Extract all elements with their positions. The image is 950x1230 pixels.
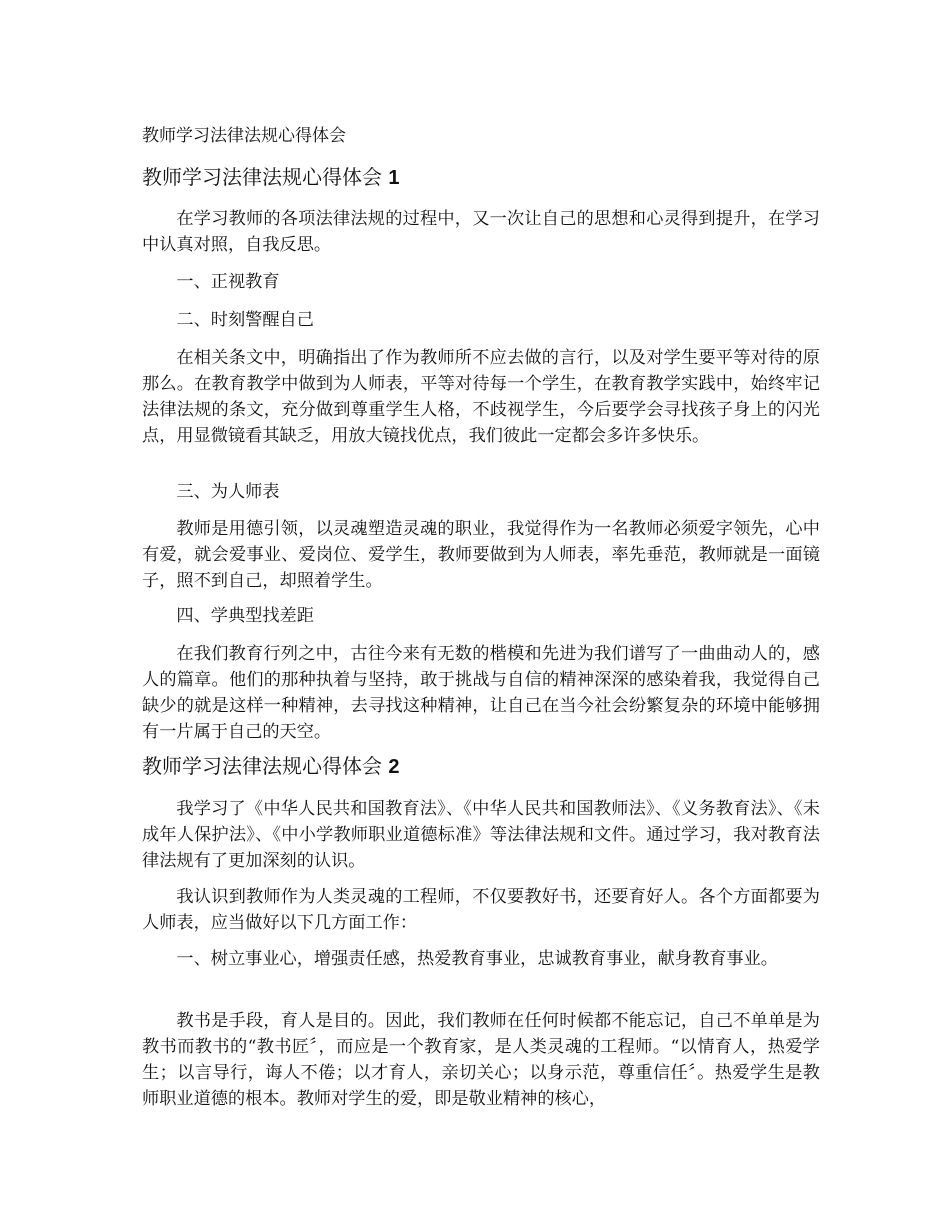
subheading: 三、为人师表 xyxy=(176,482,280,502)
paragraph: 在相关条文中，明确指出了作为教师所不应去做的言行，以及对学生要平等对待的原那么。在教育教学中做到为人师表，平等对待每一个学生，在教育教学实践中，始终牢记法律法规的条文，充分做到尊重学生人格，不歧视学生，今后要学会寻找孩子身上的闪光点，用显微镜看其缺乏，用放大镜找优点，我们彼此一定都会多许多快乐。 xyxy=(142,348,820,446)
section-heading-text: 教师学习法律法规心得体会 xyxy=(142,165,382,189)
document-title: 教师学习法律法规心得体会 xyxy=(142,126,346,146)
subheading: 四、学典型找差距 xyxy=(176,606,314,626)
section-heading-text: 教师学习法律法规心得体会 xyxy=(142,754,382,778)
subheading: 二、时刻警醒自己 xyxy=(176,310,314,330)
paragraph: 我认识到教师作为人类灵魂的工程师，不仅要教好书，还要育好人。各个方面都要为人师表，应当做好以下几方面工作： xyxy=(142,887,820,933)
paragraph: 我学习了《中华人民共和国教育法》、《中华人民共和国教师法》、《义务教育法》、《未成年人保护法》、《中小学教师职业道德标准》等法律法规和文件。通过学习，我对教育法律法规有了更加深刻的认识。 xyxy=(142,799,820,871)
section-heading-2 xyxy=(142,752,399,781)
paragraph: 一、树立事业心，增强责任感，热爱教育事业，忠诚教育事业，献身教育事业。 xyxy=(176,949,778,969)
paragraph: 在学习教师的各项法律法规的过程中，又一次让自己的思想和心灵得到提升，在学习中认真对照，自我反思。 xyxy=(142,209,820,255)
paragraph: 在我们教育行列之中，古往今来有无数的楷模和先进为我们谱写了一曲曲动人的，感人的篇章。他们的那种执着与坚持，敢于挑战与自信的精神深深的感染着我，我觉得自己缺少的就是这样一种精神，去寻找这种精神，让自己在当今社会纷繁复杂的环境中能够拥有一片属于自己的天空。 xyxy=(142,644,820,742)
section-heading-number: 2 xyxy=(388,756,400,778)
section-heading-number: 1 xyxy=(388,167,400,189)
subheading: 一、正视教育 xyxy=(176,272,280,292)
paragraph: 教师是用德引领，以灵魂塑造灵魂的职业，我觉得作为一名教师必须爱字领先，心中有爱，就会爱事业、爱岗位、爱学生，教师要做到为人师表，率先垂范，教师就是一面镜子，照不到自己，却照着学生。 xyxy=(142,519,820,591)
section-heading-1 xyxy=(142,163,399,192)
paragraph: 教书是手段，育人是目的。因此，我们教师在任何时候都不能忘记，自己不单单是为教书而教书的“教书匠〞，而应是一个教育家，是人类灵魂的工程师。“以情育人，热爱学生；以言导行，诲人不倦；以才育人，亲切关心；以身示范，尊重信任〞。热爱学生是教师职业道德的根本。教师对学生的爱，即是敬业精神的核心， xyxy=(142,1011,820,1109)
